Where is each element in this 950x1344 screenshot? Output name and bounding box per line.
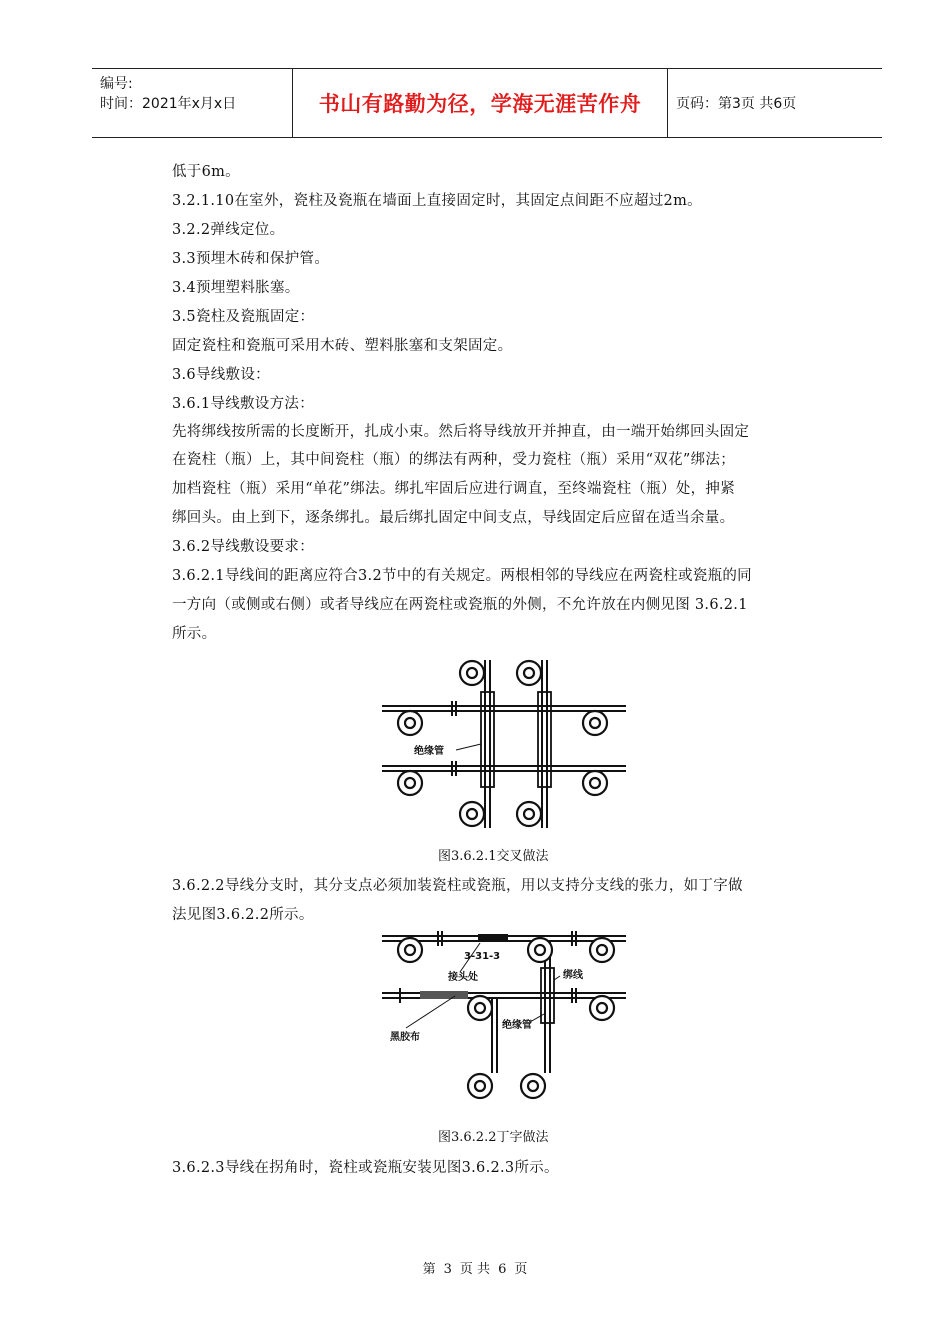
- fig1-label-insulation: 绝缘管: [414, 746, 444, 757]
- figure-crossing: [380, 652, 630, 832]
- body-line: 3.5瓷柱及瓷瓶固定：: [172, 309, 315, 325]
- footer-page-end: 页: [514, 1262, 528, 1277]
- fig2-label-tape: 黑胶布: [390, 1032, 420, 1043]
- header-meta-cell: [92, 69, 292, 137]
- body-line: 加档瓷柱（瓶）采用“单花”绑法。绑扎牢固后应进行调直，至终端瓷柱（瓶）处，抻紧: [172, 481, 736, 497]
- body-line: 3.6.2导线敷设要求：: [172, 539, 314, 555]
- body-line: 固定瓷柱和瓷瓶可采用木砖、塑料胀塞和支架固定。: [172, 338, 513, 354]
- header-page-cell: [666, 69, 882, 137]
- date-label: 时间：2021年x月x日: [100, 96, 237, 112]
- page-header: [92, 68, 882, 138]
- page-footer: [0, 1258, 950, 1277]
- body-line: 先将绑线按所需的长度断开，扎成小束。然后将导线放开并抻直，由一端开始绑回头固定: [172, 424, 750, 440]
- fig2-label-insulation: 绝缘管: [502, 1020, 532, 1031]
- figure-1-caption: 图3.6.2.1交叉做法: [438, 849, 549, 864]
- page-info: 页码：第3页 共6页: [676, 96, 797, 112]
- body-line: 3.3预埋木砖和保护管。: [172, 251, 330, 267]
- body-line: 3.6.2.2导线分支时，其分支点必须加装瓷柱或瓷瓶，用以支持分支线的张力，如丁字做: [172, 878, 743, 894]
- body-line: 3.2.2弹线定位。: [172, 222, 285, 238]
- body-line: 在瓷柱（瓶）上，其中间瓷柱（瓶）的绑法有两种，受力瓷柱（瓶）采用“双花”绑法；: [172, 452, 736, 468]
- header-motto-cell: [292, 69, 668, 137]
- fig2-label-binding: 绑线: [563, 970, 583, 981]
- body-line: 3.6导线敷设：: [172, 367, 270, 383]
- body-line: 法见图3.6.2.2所示。: [172, 907, 314, 923]
- body-line: 所示。: [172, 626, 217, 642]
- body-line: 3.4预埋塑料胀塞。: [172, 280, 300, 296]
- fig2-label-joint: 接头处: [448, 972, 478, 983]
- body-line: 3.6.2.1导线间的距离应符合3.2节中的有关规定。两根相邻的导线应在两瓷柱或瓷瓶的同: [172, 568, 752, 584]
- figure-2-caption: 图3.6.2.2丁字做法: [438, 1130, 549, 1145]
- fig2-label-dims: 3-31-3: [464, 951, 501, 962]
- body-line: 绑回头。由上到下，逐条绑扎。最后绑扎固定中间支点，导线固定后应留在适当余量。: [172, 510, 735, 526]
- body-line: 3.2.1.10在室外，瓷柱及瓷瓶在墙面上直接固定时，其固定点间距不应超过2m。: [172, 193, 702, 209]
- body-line: 低于6m。: [172, 164, 240, 180]
- footer-page-total: 6: [498, 1262, 507, 1277]
- footer-page-num: 3: [443, 1262, 452, 1277]
- motto-text: 书山有路勤为径，学海无涯苦作舟: [318, 92, 642, 116]
- body-line: 一方向（或侧或右侧）或者导线应在两瓷柱或瓷瓶的外侧，不允许放在内侧见图 3.6.2.1: [172, 597, 748, 613]
- footer-page-mid: 页 共: [459, 1262, 491, 1277]
- doc-number-label: 编号:: [100, 76, 133, 92]
- footer-page-word: 第: [422, 1262, 436, 1277]
- body-line: 3.6.2.3导线在拐角时，瓷柱或瓷瓶安装见图3.6.2.3所示。: [172, 1160, 559, 1176]
- figure-t-branch: [380, 928, 630, 1118]
- body-line: 3.6.1导线敷设方法：: [172, 396, 314, 412]
